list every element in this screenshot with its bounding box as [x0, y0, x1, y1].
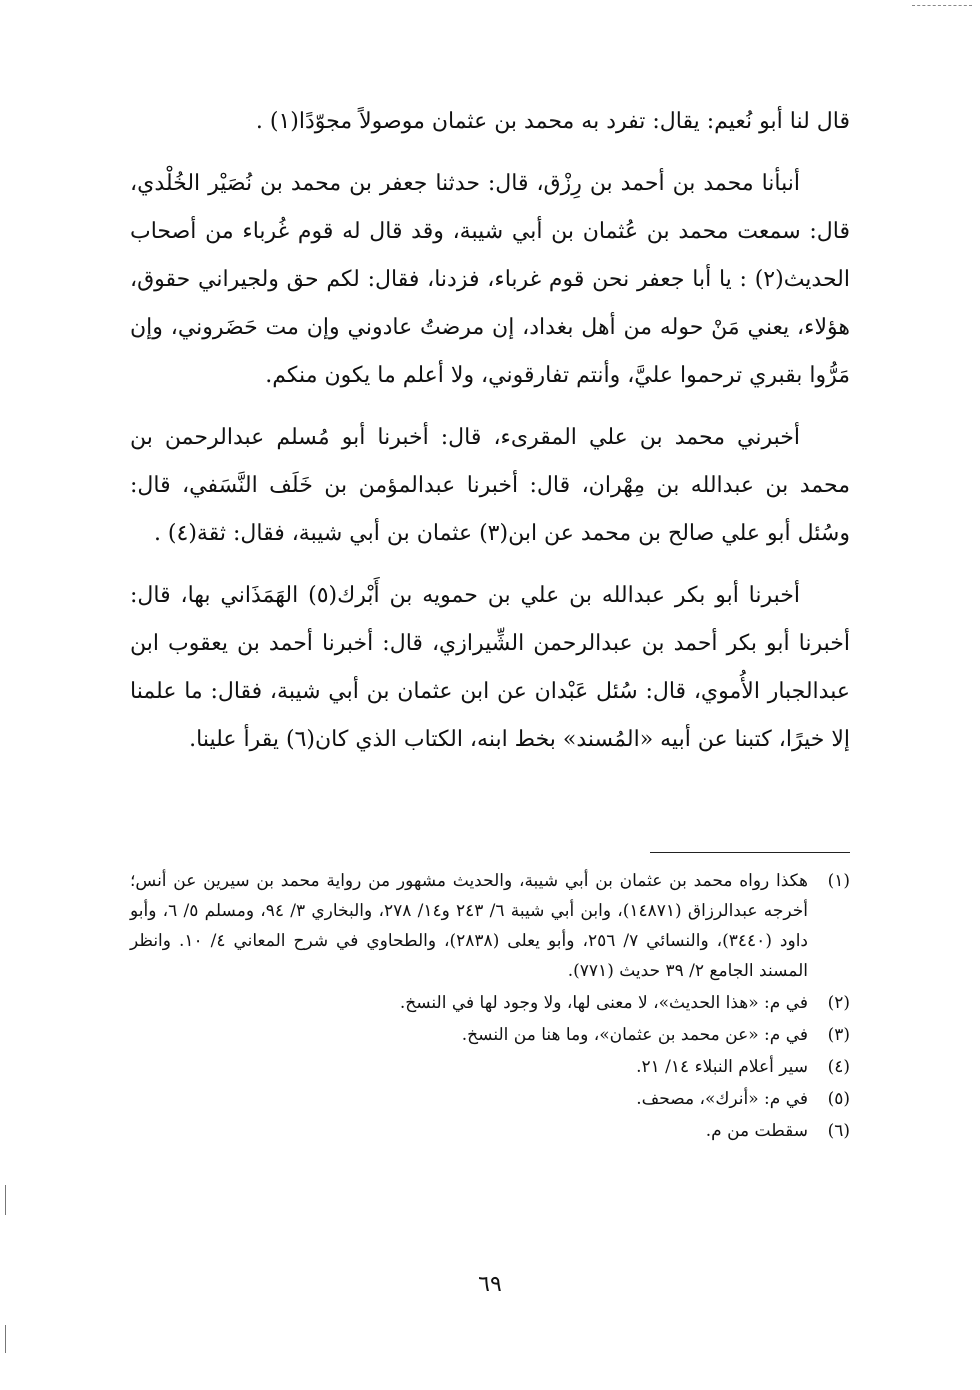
scan-edge-mark: [5, 1185, 6, 1215]
paragraph: قال لنا أبو نُعيم: يقال: تفرد به محمد بن عثمان موصولاً مجوّدًا(١) .: [255, 109, 850, 134]
footnote-number: (٥): [827, 1089, 850, 1109]
footnote: [130, 1020, 850, 1050]
footnote-number: (٣): [827, 1025, 850, 1045]
scan-edge-mark: [912, 5, 972, 6]
footnote-text: هكذا رواه محمد بن عثمان بن أبي شيبة، والحديث مشهور من رواية محمد بن سيرين عن أنس؛ أخرجه عبدالرزاق (١٤٨٧١)، وابن أبي شيبة ٦/ ٢٤٣ و١٤/ ٢٧٨، والبخاري ٣/ ٩٤، ومسلم ٥/ ٦، وأبو داود (٣٤٤٠)، والنسائي ٧/ ٢٥٦، وأبو يعلى (٢٨٣٨)، والطحاوي في شرح المعاني ٤/ ١٠. وانظر المسند الجامع ٢/ ٣٩ حديث (٧٧١).: [130, 871, 808, 981]
footnote: [130, 1084, 850, 1114]
main-text: [130, 98, 850, 778]
footnote: [130, 1052, 850, 1082]
footnote-number: (١): [827, 871, 850, 891]
footnote: [130, 1116, 850, 1146]
page-number: ٦٩: [478, 1272, 502, 1297]
footnote-text: سير أعلام النبلاء ١٤/ ٢١.: [636, 1057, 808, 1077]
footnote: [130, 866, 850, 986]
scan-edge-mark: [5, 1325, 6, 1353]
footnote-text: في م: «هذا الحديث»، لا معنى لها، ولا وجود لها في النسخ.: [399, 993, 808, 1013]
footnote-separator: [650, 852, 850, 853]
footnote-text: في م: «أنرك»، مصحف.: [636, 1089, 808, 1109]
paragraph: أنبأنا محمد بن أحمد بن رِزْق، قال: حدثنا جعفر بن محمد بن نُصَيْر الخُلْدي، قال: سمعت محمد بن عُثمان بن أبي شيبة، وقد قال له قوم غُرباء من أصحاب الحديث(٢) : يا أبا جعفر نحن قوم غرباء، فزدنا، فقال: لكم حق ولجيراني حقوق، هؤلاء، يعني مَنْ حوله من أهل بغداد، إن مرضتُ عادوني وإن مت حَضَروني، وإن مَرُّوا بقبري ترحموا عليَّ، وأنتم تفارقوني، ولا أعلم ما يكون منكم.: [130, 171, 850, 388]
paragraph: أخبرني محمد بن علي المقرىء، قال: أخبرنا أبو مُسلم عبدالرحمن بن محمد بن عبدالله بن مِهْران، قال: أخبرنا عبدالمؤمن بن خَلَف النَّسَفي، قال: وسُئل أبو علي صالح بن محمد عن ابن(٣) عثمان بن أبي شيبة، فقال: ثقة(٤) .: [130, 425, 850, 546]
footnote: [130, 988, 850, 1018]
footnote-number: (٤): [827, 1057, 850, 1077]
paragraph: أخبرنا أبو بكر عبدالله بن علي بن حمويه بن أَبْرك(٥) الهَمَذَاني بها، قال: أخبرنا أبو بكر أحمد بن عبدالرحمن الشِّيرازي، قال: أخبرنا أحمد بن يعقوب ابن عبدالجبار الأُموي، قال: سُئل عَبْدان عن ابن عثمان بن أبي شيبة، فقال: ما علمنا إلا خيرًا، كتبنا عن أبيه «المُسند» بخط ابنه، الكتاب الذي كان(٦) يقرأ علينا.: [130, 583, 850, 752]
footnote-number: (٦): [827, 1121, 850, 1141]
footnote-number: (٢): [827, 993, 850, 1013]
footnote-text: في م: «عن محمد بن عثمان»، وما هنا من النسخ.: [461, 1025, 808, 1045]
footnotes: [130, 866, 850, 1148]
footnote-text: سقطت من م.: [705, 1121, 808, 1141]
